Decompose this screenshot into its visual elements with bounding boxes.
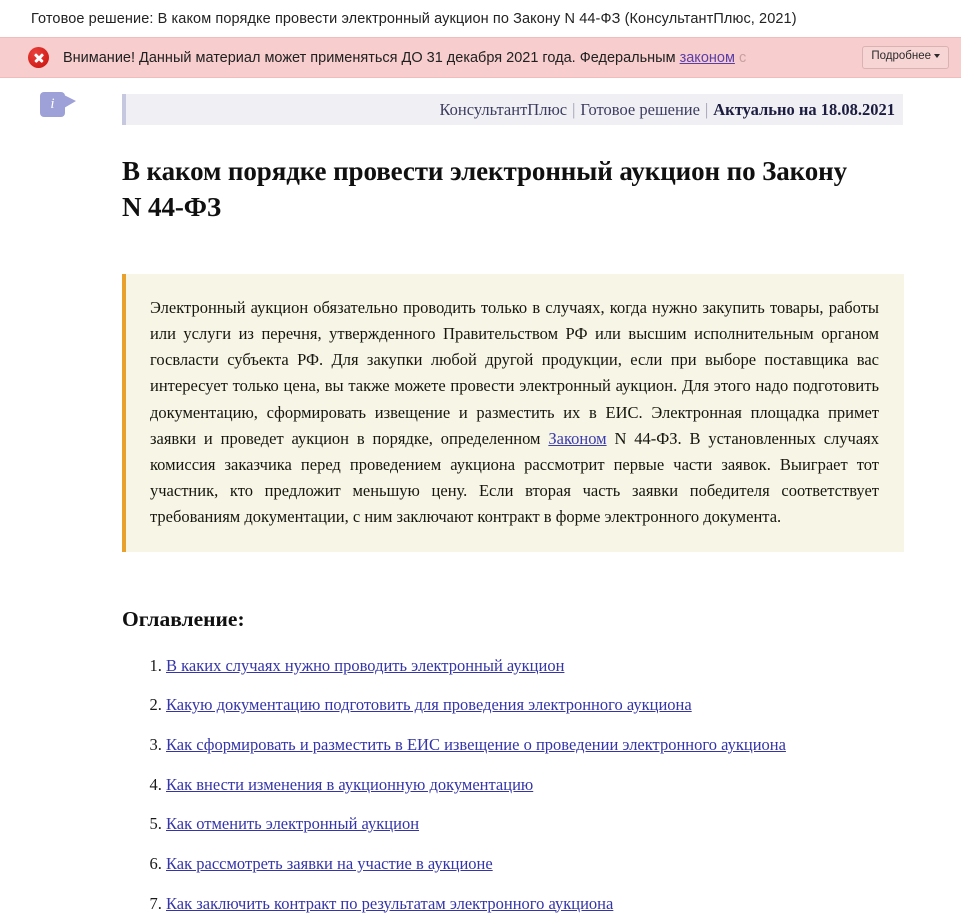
summary-paragraph — [150, 295, 879, 530]
info-letter: i — [50, 96, 55, 112]
toc-link-2[interactable]: Какую документацию подготовить для проведения электронного аукциона — [166, 695, 692, 715]
table-of-contents — [122, 656, 903, 914]
toc-link-1[interactable]: В каких случаях нужно проводить электронный аукцион — [166, 655, 565, 675]
source-separator-1: | — [572, 99, 576, 119]
source-brand: КонсультантПлюс — [439, 99, 568, 119]
window-titlebar — [0, 0, 961, 37]
details-button[interactable] — [862, 46, 949, 69]
chevron-down-icon — [934, 54, 940, 58]
toc-link-7[interactable]: Как заключить контракт по результатам электронного аукциона — [166, 893, 614, 913]
summary-part-2: N 44-ФЗ. В установленных случаях комиссия заказчика перед проведением аукциона рассмотрит первые части заявок. Выиграет тот участник, кто предложит меньшую цену. Если вторая часть заявки победителя соответствует требованиям документации, с ним заключают контракт в форме электронного документа. — [150, 428, 879, 526]
toc-link-6[interactable]: Как рассмотреть заявки на участие в аукционе — [166, 853, 493, 873]
source-line — [440, 100, 896, 120]
toc-heading: Оглавление: — [122, 606, 245, 631]
page-title: В каком порядке провести электронный аукцион по Закону N 44-ФЗ — [122, 156, 848, 222]
list-item — [166, 894, 903, 915]
summary-part-1: Электронный аукцион обязательно проводить только в случаях, когда нужно закупить товары, работы или услуги из перечня, утвержденного Правительством РФ или высшим исполнительным органом госвласти субъекта РФ. Для закупки любой другой продукции, если при выборе поставщика вас интересует только цена, вы также можете провести электронный аукцион. Для этого надо подготовить документацию, сформировать извещение и разместить их в ЕИС. Электронная площадка примет заявки и проведет аукцион в порядке, определенном — [150, 298, 879, 448]
source-bar — [122, 94, 903, 125]
list-item — [166, 735, 903, 756]
toc-link-4[interactable]: Как внести изменения в аукционную документацию — [166, 774, 534, 794]
source-actuality: Актуально на 18.08.2021 — [713, 99, 895, 119]
summary-callout — [122, 274, 904, 552]
window-title: Готовое решение: В каком порядке провести электронный аукцион по Закону N 44-ФЗ (КонсультантПлюс, 2021) — [31, 10, 797, 27]
warning-message — [63, 50, 746, 66]
warning-banner — [0, 37, 961, 78]
source-separator-2: | — [704, 99, 709, 119]
toc-link-5[interactable]: Как отменить электронный аукцион — [166, 814, 420, 834]
warning-law-link[interactable]: законом — [679, 49, 735, 66]
source-doctype: Готовое решение — [580, 99, 700, 119]
warning-text-before: Внимание! Данный материал может применяться ДО 31 декабря 2021 года. Федеральным — [63, 49, 680, 66]
list-item — [166, 775, 903, 796]
info-bubble-icon[interactable] — [40, 92, 65, 117]
error-circle-icon — [28, 47, 49, 68]
document-content — [122, 154, 903, 914]
list-item — [166, 814, 903, 835]
list-item — [166, 854, 903, 875]
document-area — [0, 78, 961, 914]
list-item — [166, 656, 903, 677]
details-button-label: Подробнее — [871, 50, 931, 62]
summary-law-link[interactable]: Законом — [548, 428, 607, 448]
list-item — [166, 695, 903, 716]
info-bubble-tail — [64, 95, 76, 108]
toc-link-3[interactable]: Как сформировать и разместить в ЕИС извещение о проведении электронного аукциона — [166, 735, 786, 755]
warning-text-after: с — [734, 49, 747, 66]
